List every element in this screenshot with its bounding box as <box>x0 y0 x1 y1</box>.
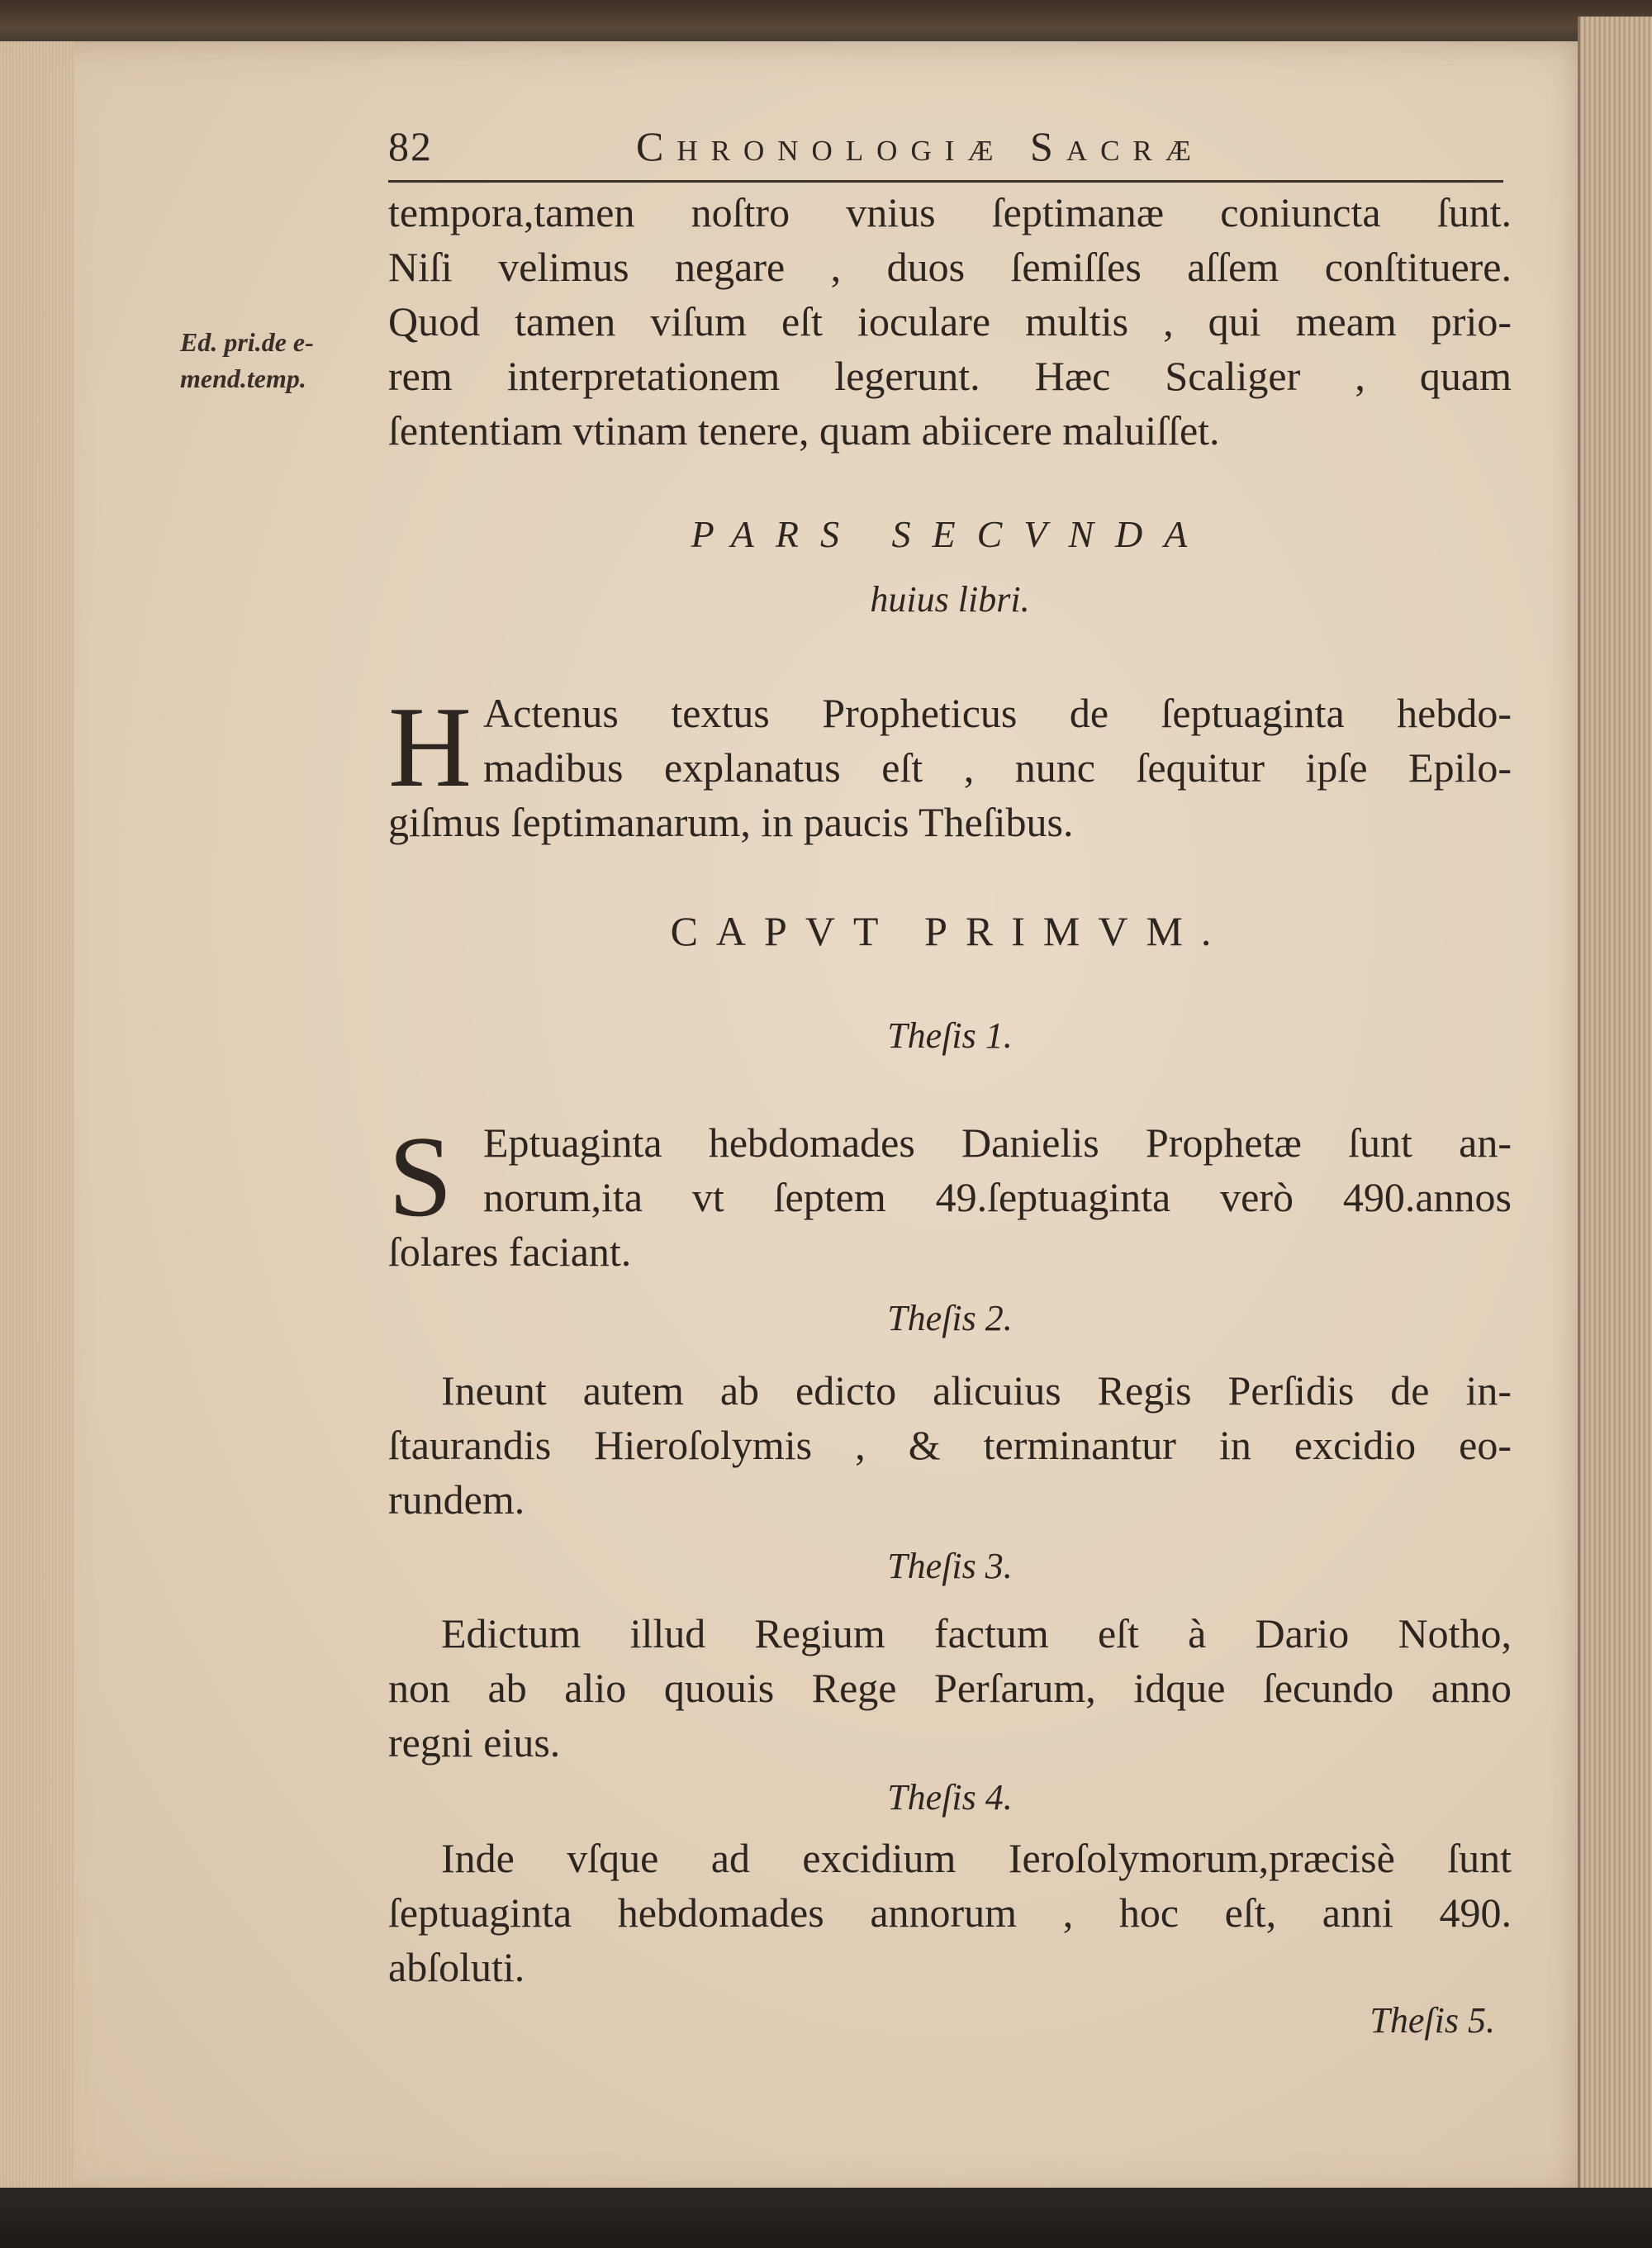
continued-paragraph <box>388 185 1512 458</box>
intro-paragraph-end <box>388 795 1512 849</box>
text-line: rundem. <box>388 1476 525 1523</box>
part-subtitle: huius libri. <box>870 579 1030 620</box>
text-line: giſmus ſeptimanarum, in paucis Theſibus. <box>388 799 1074 845</box>
thesis-label: Theſis 2. <box>887 1298 1013 1338</box>
page-number: 82 <box>388 123 433 169</box>
thesis-1-indented <box>483 1115 1512 1224</box>
thesis-3-text <box>388 1606 1512 1770</box>
text-line: Eptuaginta hebdomades Danielis Prophetæ ſunt an- <box>483 1119 1512 1166</box>
drop-initial: S <box>388 1113 453 1241</box>
text-line: madibus explanatus eſt , nunc ſequitur ipſe Epilo- <box>483 744 1512 791</box>
text-line: regni eius. <box>388 1719 561 1766</box>
text-line: Edictum illud Regium factum eſt à Dario Notho, <box>441 1610 1512 1656</box>
text-line: ſeptuaginta hebdomades annorum , hoc eſt, anni 490. <box>388 1889 1512 1936</box>
head-rule <box>388 180 1503 183</box>
text-line: tempora,tamen noſtro vnius ſeptimanæ coniuncta ſunt. <box>388 189 1512 235</box>
text-line: ſolares faciant. <box>388 1229 632 1275</box>
drop-initial: H <box>388 683 472 811</box>
left-page-edges <box>0 41 74 2198</box>
text-line: Actenus textus Propheticus de ſeptuaginta hebdo- <box>483 690 1512 736</box>
book-bottom-edge <box>0 2188 1652 2248</box>
intro-paragraph-indented <box>483 686 1512 795</box>
marginal-note <box>180 324 378 397</box>
text-line: ſententiam vtinam tenere, quam abiicere maluiſſet. <box>388 407 1220 454</box>
right-page-leaves <box>1578 17 1652 2198</box>
thesis-label: Theſis 1. <box>887 1015 1013 1056</box>
text-line: Quod tamen viſum eſt ioculare multis , qui meam prio- <box>388 298 1512 345</box>
marginal-note-line-2: mend.temp. <box>180 364 306 393</box>
text-line: abſoluti. <box>388 1944 525 1990</box>
text-line: rem interpretationem legerunt. Hæc Scaliger , quam <box>388 353 1512 399</box>
marginal-note-line-1: Ed. pri.de e- <box>180 327 314 357</box>
catchword: Theſis 5. <box>1370 2000 1495 2041</box>
chapter-title: CAPVT PRIMVM. <box>670 908 1230 954</box>
running-title: Chronologiæ Sacræ <box>636 123 1204 169</box>
thesis-1-end <box>388 1224 1512 1279</box>
text-line: non ab alio quouis Rege Perſarum, idque ſecundo anno <box>388 1665 1512 1711</box>
text-line: ſtaurandis Hieroſolymis , & terminantur in excidio eo- <box>388 1422 1512 1468</box>
thesis-label: Theſis 4. <box>887 1777 1013 1818</box>
text-line: Niſi velimus negare , duos ſemiſſes aſſem conſtituere. <box>388 244 1512 290</box>
thesis-4-text <box>388 1831 1512 1994</box>
text-line: Inde vſque ad excidium Ieroſolymorum,præcisè ſunt <box>441 1835 1512 1881</box>
text-line: Ineunt autem ab edicto alicuius Regis Perſidis de in- <box>441 1367 1512 1414</box>
text-line: norum,ita vt ſeptem 49.ſeptuaginta verò 490.annos <box>483 1174 1512 1220</box>
thesis-2-text <box>388 1363 1512 1527</box>
part-title: PARS SECVNDA <box>691 513 1209 555</box>
running-head <box>388 122 1503 180</box>
thesis-label: Theſis 3. <box>887 1546 1013 1586</box>
